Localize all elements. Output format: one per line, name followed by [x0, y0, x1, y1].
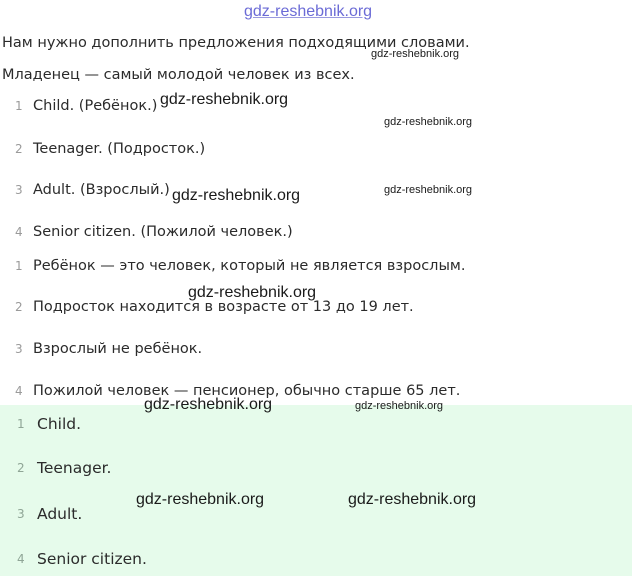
- item-number: 4: [15, 225, 23, 239]
- answer-item: [17, 458, 111, 478]
- item-text: Teenager.: [37, 459, 112, 477]
- watermark: gdz-reshebnik.org: [144, 396, 273, 413]
- item-number: 1: [15, 99, 23, 113]
- answer-item: [17, 414, 81, 434]
- item-text: Подросток находится в возрасте от 13 до 19 лет.: [33, 299, 414, 315]
- item-text: Senior citizen. (Пожилой человек.): [33, 224, 293, 240]
- watermark: gdz-reshebnik.org: [384, 116, 473, 128]
- watermark: gdz-reshebnik.org: [355, 400, 444, 412]
- intro-text: Нам нужно дополнить предложения подходящими словами.: [2, 35, 470, 51]
- list-item: [15, 180, 170, 200]
- item-number: 3: [15, 183, 23, 197]
- watermark: gdz-reshebnik.org: [172, 187, 301, 204]
- item-number: 2: [15, 300, 23, 314]
- item-text: Child. (Ребёнок.): [33, 98, 158, 114]
- watermark: gdz-reshebnik.org: [384, 184, 473, 196]
- list-item: [15, 96, 157, 116]
- item-text: Adult.: [37, 505, 83, 523]
- item-number: 2: [17, 461, 25, 475]
- item-text: Пожилой человек — пенсионер, обычно старше 65 лет.: [33, 383, 461, 399]
- answer-item: [17, 549, 147, 569]
- list-item: [15, 339, 202, 359]
- watermark: gdz-reshebnik.org: [136, 491, 265, 508]
- watermark: gdz-reshebnik.org: [348, 491, 477, 508]
- item-number: 3: [15, 342, 23, 356]
- item-number: 1: [17, 417, 25, 431]
- answer-panel: [0, 405, 632, 576]
- item-text: Child.: [37, 415, 82, 433]
- watermark: gdz-reshebnik.org: [160, 91, 289, 108]
- sentence-text: Младенец — самый молодой человек из всех.: [2, 67, 355, 83]
- item-number: 2: [15, 142, 23, 156]
- watermark: gdz-reshebnik.org: [188, 284, 317, 301]
- item-number: 1: [15, 259, 23, 273]
- answer-item: [17, 504, 82, 524]
- item-text: Senior citizen.: [37, 550, 147, 568]
- item-number: 3: [17, 507, 25, 521]
- item-number: 4: [17, 552, 25, 566]
- item-number: 4: [15, 384, 23, 398]
- list-item: [15, 256, 465, 276]
- item-text: Взрослый не ребёнок.: [33, 341, 203, 357]
- item-text: Teenager. (Подросток.): [33, 141, 206, 157]
- watermark: gdz-reshebnik.org: [371, 48, 460, 60]
- list-item: [15, 222, 293, 242]
- item-text: Adult. (Взрослый.): [33, 182, 170, 198]
- watermark: gdz-reshebnik.org: [244, 3, 373, 20]
- list-item: [15, 139, 205, 159]
- item-text: Ребёнок — это человек, который не является взрослым.: [33, 258, 466, 274]
